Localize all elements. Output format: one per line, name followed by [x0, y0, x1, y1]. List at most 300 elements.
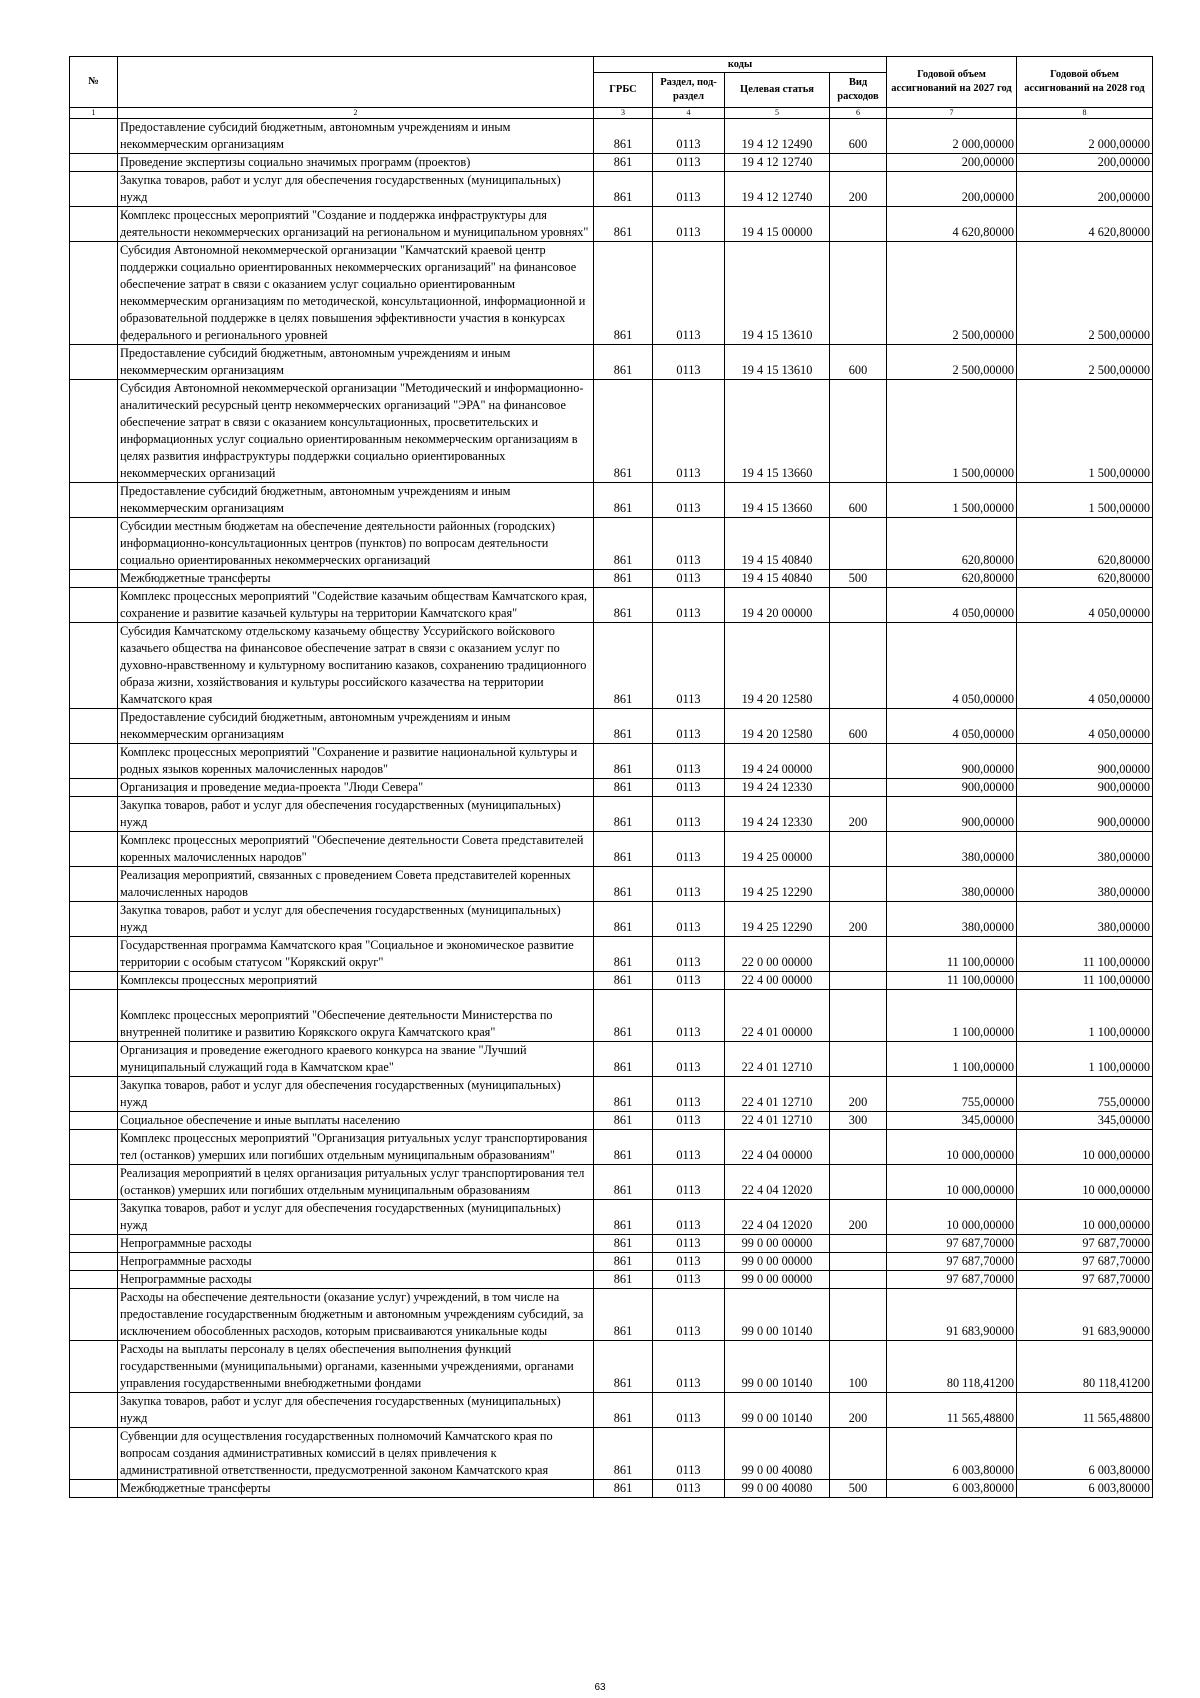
cell-grbs: 861: [594, 990, 653, 1042]
cell-num: [70, 570, 118, 588]
cell-razdel: 0113: [653, 744, 725, 779]
cell-target-article: 99 0 00 10140: [725, 1289, 830, 1341]
cell-razdel: 0113: [653, 990, 725, 1042]
cell-name: Организация и проведение медиа-проекта "Люди Севера": [118, 779, 594, 797]
cell-target-article: 22 4 01 12710: [725, 1042, 830, 1077]
cell-grbs: 861: [594, 1042, 653, 1077]
cell-name: Расходы на выплаты персоналу в целях обеспечения выполнения функций государственными (муниципальными) органами, казенными учреждениями, органами управления государственными внебюджетными фондами: [118, 1341, 594, 1393]
cell-name: Комплексы процессных мероприятий: [118, 972, 594, 990]
cell-expense-type: 200: [830, 1200, 887, 1235]
cell-num: [70, 867, 118, 902]
cell-amount-2027: 4 620,80000: [887, 207, 1017, 242]
cell-amount-2027: 11 100,00000: [887, 937, 1017, 972]
column-number: 7: [887, 108, 1017, 119]
cell-target-article: 19 4 24 12330: [725, 797, 830, 832]
cell-razdel: 0113: [653, 588, 725, 623]
header-razdel: Раздел, под-раздел: [653, 73, 725, 108]
cell-name: Субсидии местным бюджетам на обеспечение деятельности районных (городских) информационно-консультационных центров (пунктов) по вопросам деятельности социально ориентированных некоммерческих организаций: [118, 518, 594, 570]
cell-name: Комплекс процессных мероприятий "Обеспечение деятельности Совета представителей коренных малочисленных народов": [118, 832, 594, 867]
cell-amount-2027: 380,00000: [887, 867, 1017, 902]
table-row: [70, 1165, 1153, 1200]
cell-razdel: 0113: [653, 937, 725, 972]
cell-name: Реализация мероприятий в целях организация ритуальных услуг транспортирования тел (останков) умерших или погибших отдельным муниципальным образованиям: [118, 1165, 594, 1200]
table-row: [70, 1428, 1153, 1480]
cell-num: [70, 1480, 118, 1498]
cell-amount-2027: 6 003,80000: [887, 1480, 1017, 1498]
cell-name: Закупка товаров, работ и услуг для обеспечения государственных (муниципальных) нужд: [118, 1077, 594, 1112]
cell-target-article: 19 4 20 12580: [725, 623, 830, 709]
cell-grbs: 861: [594, 1253, 653, 1271]
column-number: 3: [594, 108, 653, 119]
cell-razdel: 0113: [653, 1130, 725, 1165]
table-row: [70, 518, 1153, 570]
cell-name: Межбюджетные трансферты: [118, 1480, 594, 1498]
cell-grbs: 861: [594, 1428, 653, 1480]
cell-grbs: 861: [594, 1130, 653, 1165]
cell-target-article: 99 0 00 40080: [725, 1428, 830, 1480]
cell-name: Расходы на обеспечение деятельности (оказание услуг) учреждений, в том числе на предоставление государственным бюджетным и автономным учреждениям субсидий, за исключением обособленных расходов, которым присваиваются уникальные коды: [118, 1289, 594, 1341]
cell-razdel: 0113: [653, 1235, 725, 1253]
header-num: №: [70, 57, 118, 108]
cell-amount-2028: 380,00000: [1017, 867, 1153, 902]
cell-grbs: 861: [594, 380, 653, 483]
cell-target-article: 19 4 15 13610: [725, 345, 830, 380]
cell-amount-2027: 11 565,48800: [887, 1393, 1017, 1428]
cell-target-article: 19 4 20 12580: [725, 709, 830, 744]
cell-target-article: 19 4 12 12490: [725, 119, 830, 154]
cell-num: [70, 1253, 118, 1271]
table-row: [70, 744, 1153, 779]
cell-name: Субсидия Автономной некоммерческой организации "Камчатский краевой центр поддержки социально ориентированных некоммерческих организаций" на финансовое обеспечение затрат в связи с оказанием услуг социально ориентированным некоммерческим организациям по методической, консультационной, информационной и образовательной поддержке в целях повышения эффективности участия в конкурсах федерального и регионального уровней: [118, 242, 594, 345]
cell-name: Проведение экспертизы социально значимых программ (проектов): [118, 154, 594, 172]
cell-target-article: 19 4 15 40840: [725, 570, 830, 588]
cell-amount-2028: 1 100,00000: [1017, 990, 1153, 1042]
cell-num: [70, 1393, 118, 1428]
column-number: 8: [1017, 108, 1153, 119]
cell-target-article: 22 4 04 00000: [725, 1130, 830, 1165]
cell-amount-2028: 11 100,00000: [1017, 937, 1153, 972]
cell-razdel: 0113: [653, 972, 725, 990]
cell-amount-2028: 2 500,00000: [1017, 242, 1153, 345]
cell-razdel: 0113: [653, 1112, 725, 1130]
cell-num: [70, 119, 118, 154]
cell-amount-2027: 91 683,90000: [887, 1289, 1017, 1341]
cell-name: Субсидия Камчатскому отдельскому казачьему обществу Уссурийского войскового казачьего общества на финансовое обеспечение затрат в связи с оказанием услуг по духовно-нравственному и культурному воспитанию казаков, сохранению традиционного образа жизни, хозяйствования и культуры российского казачества на территории Камчатского края: [118, 623, 594, 709]
cell-target-article: 19 4 15 00000: [725, 207, 830, 242]
cell-razdel: 0113: [653, 1289, 725, 1341]
cell-amount-2028: 97 687,70000: [1017, 1271, 1153, 1289]
cell-grbs: 861: [594, 483, 653, 518]
cell-grbs: 861: [594, 242, 653, 345]
table-row: [70, 1077, 1153, 1112]
cell-target-article: 19 4 12 12740: [725, 172, 830, 207]
cell-expense-type: [830, 1165, 887, 1200]
cell-amount-2028: 97 687,70000: [1017, 1235, 1153, 1253]
cell-num: [70, 937, 118, 972]
cell-amount-2028: 620,80000: [1017, 518, 1153, 570]
cell-amount-2028: 1 100,00000: [1017, 1042, 1153, 1077]
cell-grbs: 861: [594, 1077, 653, 1112]
cell-razdel: 0113: [653, 1042, 725, 1077]
table-row: [70, 570, 1153, 588]
table-row: [70, 867, 1153, 902]
header-grbs: ГРБС: [594, 73, 653, 108]
cell-expense-type: [830, 242, 887, 345]
cell-target-article: 19 4 25 12290: [725, 902, 830, 937]
cell-amount-2028: 200,00000: [1017, 154, 1153, 172]
cell-razdel: 0113: [653, 518, 725, 570]
column-number: 6: [830, 108, 887, 119]
cell-amount-2027: 4 050,00000: [887, 709, 1017, 744]
cell-name: Комплекс процессных мероприятий "Сохранение и развитие национальной культуры и родных языков коренных малочисленных народов": [118, 744, 594, 779]
cell-num: [70, 207, 118, 242]
cell-amount-2028: 200,00000: [1017, 172, 1153, 207]
cell-target-article: 19 4 12 12740: [725, 154, 830, 172]
cell-amount-2028: 2 000,00000: [1017, 119, 1153, 154]
cell-name: [118, 990, 594, 1042]
cell-amount-2027: 1 500,00000: [887, 380, 1017, 483]
cell-grbs: 861: [594, 744, 653, 779]
cell-razdel: 0113: [653, 1077, 725, 1112]
cell-num: [70, 797, 118, 832]
cell-name: Комплекс процессных мероприятий "Создание и поддержка инфраструктуры для деятельности некоммерческих организаций на региональном и муниципальном уровнях": [118, 207, 594, 242]
cell-razdel: 0113: [653, 902, 725, 937]
cell-expense-type: 300: [830, 1112, 887, 1130]
cell-amount-2027: 900,00000: [887, 779, 1017, 797]
cell-amount-2027: 97 687,70000: [887, 1271, 1017, 1289]
cell-target-article: 19 4 24 00000: [725, 744, 830, 779]
table-row: [70, 380, 1153, 483]
table-row: [70, 1393, 1153, 1428]
cell-target-article: 22 4 04 12020: [725, 1165, 830, 1200]
cell-name: Государственная программа Камчатского края "Социальное и экономическое развитие территории с особым статусом "Корякский округ": [118, 937, 594, 972]
cell-expense-type: 200: [830, 902, 887, 937]
cell-razdel: 0113: [653, 242, 725, 345]
cell-expense-type: 100: [830, 1341, 887, 1393]
cell-name: Субвенции для осуществления государственных полномочий Камчатского края по вопросам создания административных комиссий в целях привлечения к административной ответственности, предусмотренной законом Камчатского края: [118, 1428, 594, 1480]
cell-amount-2028: 97 687,70000: [1017, 1253, 1153, 1271]
cell-grbs: 861: [594, 154, 653, 172]
cell-grbs: 861: [594, 709, 653, 744]
column-numbers-row: [70, 108, 1153, 119]
cell-name: Комплекс процессных мероприятий "Содействие казачьим обществам Камчатского края, сохранение и развитие казачьей культуры на территории Камчатского края": [118, 588, 594, 623]
cell-grbs: 861: [594, 588, 653, 623]
cell-expense-type: [830, 1235, 887, 1253]
table-row: [70, 797, 1153, 832]
cell-razdel: 0113: [653, 709, 725, 744]
cell-target-article: 22 0 00 00000: [725, 937, 830, 972]
cell-grbs: 861: [594, 797, 653, 832]
table-row: [70, 483, 1153, 518]
cell-amount-2028: 10 000,00000: [1017, 1165, 1153, 1200]
cell-amount-2028: 11 100,00000: [1017, 972, 1153, 990]
cell-expense-type: 200: [830, 797, 887, 832]
cell-razdel: 0113: [653, 867, 725, 902]
cell-grbs: 861: [594, 345, 653, 380]
cell-amount-2027: 200,00000: [887, 172, 1017, 207]
cell-num: [70, 172, 118, 207]
cell-name: Предоставление субсидий бюджетным, автономным учреждениям и иным некоммерческим организациям: [118, 119, 594, 154]
cell-amount-2027: 900,00000: [887, 744, 1017, 779]
table-row: [70, 937, 1153, 972]
cell-amount-2027: 97 687,70000: [887, 1235, 1017, 1253]
cell-expense-type: 200: [830, 1077, 887, 1112]
cell-grbs: 861: [594, 207, 653, 242]
table-row: [70, 1042, 1153, 1077]
table-row: [70, 1235, 1153, 1253]
header-year-2028: Годовой объем ассигнований на 2028 год: [1017, 57, 1153, 108]
cell-target-article: 19 4 15 13660: [725, 483, 830, 518]
cell-num: [70, 1428, 118, 1480]
cell-expense-type: 600: [830, 119, 887, 154]
cell-amount-2027: 2 500,00000: [887, 242, 1017, 345]
cell-amount-2027: 620,80000: [887, 518, 1017, 570]
cell-razdel: 0113: [653, 172, 725, 207]
cell-name: Закупка товаров, работ и услуг для обеспечения государственных (муниципальных) нужд: [118, 172, 594, 207]
cell-num: [70, 380, 118, 483]
cell-razdel: 0113: [653, 483, 725, 518]
cell-target-article: 19 4 15 13660: [725, 380, 830, 483]
cell-amount-2028: 755,00000: [1017, 1077, 1153, 1112]
cell-grbs: 861: [594, 1271, 653, 1289]
cell-amount-2027: 4 050,00000: [887, 588, 1017, 623]
cell-name: Социальное обеспечение и иные выплаты населению: [118, 1112, 594, 1130]
cell-grbs: 861: [594, 937, 653, 972]
cell-expense-type: [830, 1253, 887, 1271]
cell-num: [70, 1289, 118, 1341]
header-vid: Вид расходов: [830, 73, 887, 108]
cell-expense-type: [830, 779, 887, 797]
cell-amount-2027: 345,00000: [887, 1112, 1017, 1130]
cell-expense-type: [830, 867, 887, 902]
cell-amount-2027: 1 500,00000: [887, 483, 1017, 518]
cell-target-article: 22 4 01 12710: [725, 1112, 830, 1130]
cell-grbs: 861: [594, 1112, 653, 1130]
cell-razdel: 0113: [653, 623, 725, 709]
column-number: 2: [118, 108, 594, 119]
cell-expense-type: 500: [830, 1480, 887, 1498]
cell-name: Реализация мероприятий, связанных с проведением Совета представителей коренных малочисленных народов: [118, 867, 594, 902]
cell-amount-2027: 200,00000: [887, 154, 1017, 172]
cell-num: [70, 709, 118, 744]
table-row: [70, 623, 1153, 709]
cell-target-article: 99 0 00 10140: [725, 1341, 830, 1393]
cell-razdel: 0113: [653, 832, 725, 867]
cell-grbs: 861: [594, 570, 653, 588]
cell-name: Непрограммные расходы: [118, 1235, 594, 1253]
cell-razdel: 0113: [653, 207, 725, 242]
cell-amount-2027: 80 118,41200: [887, 1341, 1017, 1393]
table-row: [70, 154, 1153, 172]
cell-name: Предоставление субсидий бюджетным, автономным учреждениям и иным некоммерческим организациям: [118, 345, 594, 380]
cell-grbs: 861: [594, 1289, 653, 1341]
cell-amount-2028: 900,00000: [1017, 797, 1153, 832]
cell-target-article: 19 4 15 40840: [725, 518, 830, 570]
header-year-2027: Годовой объем ассигнований на 2027 год: [887, 57, 1017, 108]
header-name: [118, 57, 594, 108]
cell-grbs: 861: [594, 972, 653, 990]
budget-table: [69, 56, 1153, 1498]
cell-target-article: 99 0 00 00000: [725, 1235, 830, 1253]
cell-grbs: 861: [594, 832, 653, 867]
table-row: [70, 207, 1153, 242]
cell-amount-2028: 6 003,80000: [1017, 1428, 1153, 1480]
table-row: [70, 709, 1153, 744]
cell-grbs: 861: [594, 867, 653, 902]
blank-spacer: [120, 990, 591, 1007]
cell-grbs: 861: [594, 119, 653, 154]
cell-name: Закупка товаров, работ и услуг для обеспечения государственных (муниципальных) нужд: [118, 1393, 594, 1428]
cell-num: [70, 744, 118, 779]
cell-razdel: 0113: [653, 1428, 725, 1480]
cell-num: [70, 902, 118, 937]
cell-amount-2027: 10 000,00000: [887, 1130, 1017, 1165]
cell-num: [70, 1341, 118, 1393]
cell-amount-2027: 10 000,00000: [887, 1200, 1017, 1235]
table-row: [70, 972, 1153, 990]
cell-name: Межбюджетные трансферты: [118, 570, 594, 588]
cell-amount-2028: 4 620,80000: [1017, 207, 1153, 242]
cell-amount-2028: 900,00000: [1017, 779, 1153, 797]
cell-num: [70, 1077, 118, 1112]
cell-razdel: 0113: [653, 1393, 725, 1428]
cell-razdel: 0113: [653, 154, 725, 172]
cell-amount-2028: 1 500,00000: [1017, 483, 1153, 518]
cell-amount-2027: 10 000,00000: [887, 1165, 1017, 1200]
cell-target-article: 99 0 00 40080: [725, 1480, 830, 1498]
cell-num: [70, 483, 118, 518]
cell-name: Комплекс процессных мероприятий "Организация ритуальных услуг транспортирования тел (останков) умерших или погибших отдельным муниципальным образованиям": [118, 1130, 594, 1165]
cell-num: [70, 832, 118, 867]
cell-num: [70, 345, 118, 380]
cell-name: Закупка товаров, работ и услуг для обеспечения государственных (муниципальных) нужд: [118, 902, 594, 937]
cell-grbs: 861: [594, 623, 653, 709]
cell-razdel: 0113: [653, 119, 725, 154]
cell-amount-2028: 380,00000: [1017, 902, 1153, 937]
cell-amount-2028: 80 118,41200: [1017, 1341, 1153, 1393]
cell-expense-type: [830, 623, 887, 709]
cell-amount-2028: 11 565,48800: [1017, 1393, 1153, 1428]
table-row: [70, 832, 1153, 867]
table-row: [70, 588, 1153, 623]
cell-amount-2028: 6 003,80000: [1017, 1480, 1153, 1498]
cell-grbs: 861: [594, 1341, 653, 1393]
cell-num: [70, 588, 118, 623]
cell-target-article: 99 0 00 00000: [725, 1271, 830, 1289]
cell-amount-2028: 345,00000: [1017, 1112, 1153, 1130]
cell-name: Непрограммные расходы: [118, 1253, 594, 1271]
table-row: [70, 1271, 1153, 1289]
page-number: 63: [594, 1682, 606, 1693]
table-row: [70, 1341, 1153, 1393]
cell-razdel: 0113: [653, 1253, 725, 1271]
cell-expense-type: 600: [830, 345, 887, 380]
cell-target-article: 19 4 24 12330: [725, 779, 830, 797]
cell-razdel: 0113: [653, 1341, 725, 1393]
cell-amount-2027: 2 000,00000: [887, 119, 1017, 154]
cell-razdel: 0113: [653, 1271, 725, 1289]
cell-amount-2027: 4 050,00000: [887, 623, 1017, 709]
cell-target-article: 99 0 00 00000: [725, 1253, 830, 1271]
cell-grbs: 861: [594, 172, 653, 207]
cell-amount-2027: 380,00000: [887, 832, 1017, 867]
cell-num: [70, 1200, 118, 1235]
cell-num: [70, 623, 118, 709]
cell-num: [70, 779, 118, 797]
table-row: [70, 990, 1153, 1042]
cell-num: [70, 154, 118, 172]
cell-name: Субсидия Автономной некоммерческой организации "Методический и информационно-аналитический ресурсный центр некоммерческих организаций "ЭРА" на финансовое обеспечение затрат в связи с оказанием консультационных, просветительских и информационных услуг социально ориентированным некоммерческим организациям в целях развития инфраструктуры поддержки социально ориентированных некоммерческих организаций: [118, 380, 594, 483]
cell-razdel: 0113: [653, 380, 725, 483]
cell-grbs: 861: [594, 779, 653, 797]
cell-expense-type: 500: [830, 570, 887, 588]
cell-razdel: 0113: [653, 1165, 725, 1200]
row-name-text: Комплекс процессных мероприятий "Обеспечение деятельности Министерства по внутренней политике и развитию Корякского округа Камчатского края": [120, 1008, 553, 1039]
table-row: [70, 902, 1153, 937]
cell-expense-type: [830, 832, 887, 867]
header-kody: коды: [594, 57, 887, 73]
cell-amount-2028: 380,00000: [1017, 832, 1153, 867]
cell-expense-type: [830, 1289, 887, 1341]
cell-expense-type: [830, 154, 887, 172]
cell-expense-type: 600: [830, 709, 887, 744]
cell-target-article: 99 0 00 10140: [725, 1393, 830, 1428]
cell-expense-type: [830, 518, 887, 570]
table-row: [70, 779, 1153, 797]
cell-amount-2027: 900,00000: [887, 797, 1017, 832]
cell-num: [70, 1271, 118, 1289]
cell-target-article: 19 4 25 12290: [725, 867, 830, 902]
cell-amount-2027: 6 003,80000: [887, 1428, 1017, 1480]
cell-expense-type: [830, 972, 887, 990]
cell-expense-type: [830, 1271, 887, 1289]
column-number: 5: [725, 108, 830, 119]
cell-amount-2027: 97 687,70000: [887, 1253, 1017, 1271]
cell-amount-2028: 10 000,00000: [1017, 1130, 1153, 1165]
cell-razdel: 0113: [653, 345, 725, 380]
cell-amount-2028: 91 683,90000: [1017, 1289, 1153, 1341]
cell-amount-2027: 11 100,00000: [887, 972, 1017, 990]
cell-num: [70, 518, 118, 570]
cell-expense-type: [830, 380, 887, 483]
cell-amount-2028: 900,00000: [1017, 744, 1153, 779]
cell-expense-type: [830, 1042, 887, 1077]
cell-num: [70, 972, 118, 990]
cell-grbs: 861: [594, 902, 653, 937]
cell-expense-type: 200: [830, 1393, 887, 1428]
cell-num: [70, 1112, 118, 1130]
cell-name: Закупка товаров, работ и услуг для обеспечения государственных (муниципальных) нужд: [118, 797, 594, 832]
table-row: [70, 119, 1153, 154]
cell-name: Закупка товаров, работ и услуг для обеспечения государственных (муниципальных) нужд: [118, 1200, 594, 1235]
table-row: [70, 1480, 1153, 1498]
cell-grbs: 861: [594, 518, 653, 570]
cell-name: Предоставление субсидий бюджетным, автономным учреждениям и иным некоммерческим организациям: [118, 483, 594, 518]
cell-target-article: 22 4 04 12020: [725, 1200, 830, 1235]
table-row: [70, 1112, 1153, 1130]
cell-num: [70, 242, 118, 345]
header-celevaya: Целевая статья: [725, 73, 830, 108]
cell-amount-2028: 10 000,00000: [1017, 1200, 1153, 1235]
table-row: [70, 1253, 1153, 1271]
cell-amount-2027: 1 100,00000: [887, 990, 1017, 1042]
cell-amount-2027: 620,80000: [887, 570, 1017, 588]
cell-amount-2028: 2 500,00000: [1017, 345, 1153, 380]
cell-razdel: 0113: [653, 1200, 725, 1235]
cell-expense-type: [830, 1130, 887, 1165]
cell-name: Организация и проведение ежегодного краевого конкурса на звание "Лучший муниципальный служащий года в Камчатском крае": [118, 1042, 594, 1077]
cell-expense-type: [830, 1428, 887, 1480]
